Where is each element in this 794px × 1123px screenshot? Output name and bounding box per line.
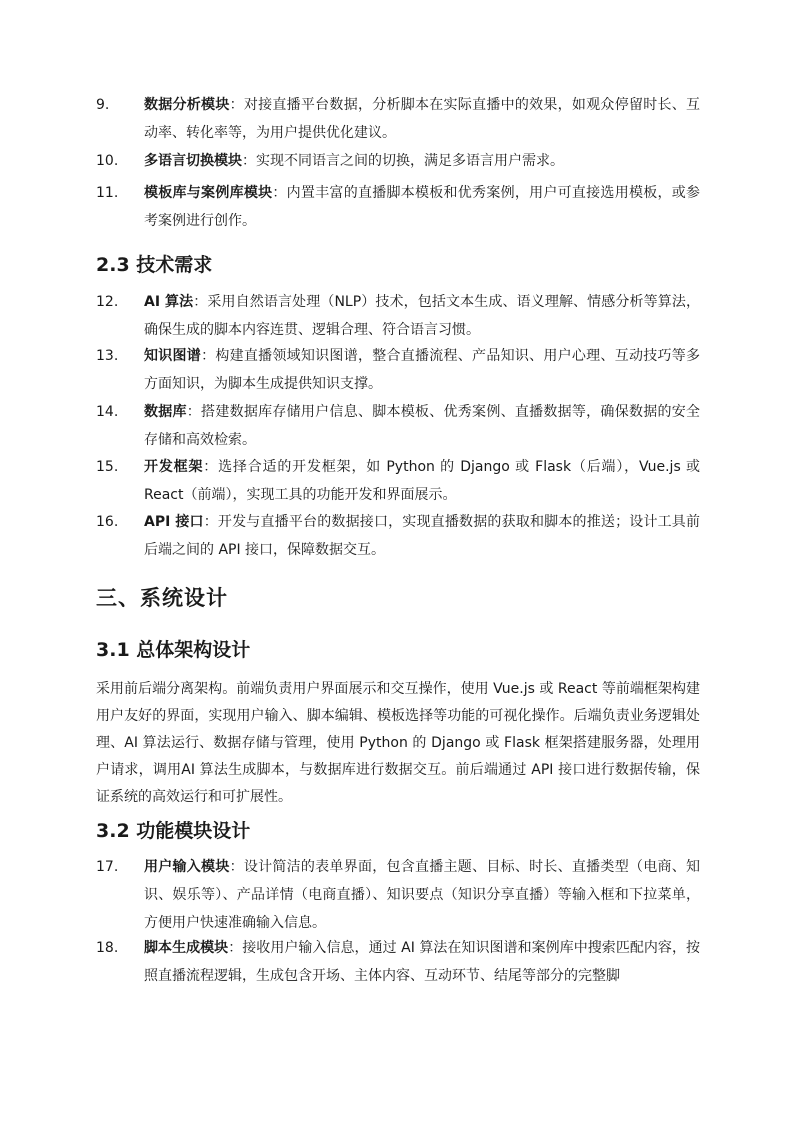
section-heading: 3.1 总体架构设计 xyxy=(96,639,251,661)
item-number: 10. xyxy=(96,153,119,169)
item-text: ：搭建数据库存储用户信息、脚本模板、优秀案例、直播数据等，确保数据的安全存储和高效检索。 xyxy=(144,404,701,448)
item-number: 17. xyxy=(96,859,119,875)
item-number: 16. xyxy=(96,514,119,530)
item-number: 9. xyxy=(96,97,110,113)
list-item xyxy=(96,853,700,937)
item-text: ：对接直播平台数据，分析脚本在实际直播中的效果，如观众停留时长、互动率、转化率等，为用户提供优化建议。 xyxy=(144,97,701,141)
item-term: 多语言切换模块 xyxy=(144,153,242,169)
item-text: ：实现不同语言之间的切换，满足多语言用户需求。 xyxy=(242,153,564,169)
list-item xyxy=(96,288,700,344)
item-term: 开发框架 xyxy=(144,459,204,475)
item-number: 18. xyxy=(96,940,119,956)
item-number: 13. xyxy=(96,348,119,364)
item-text: ：开发与直播平台的数据接口，实现直播数据的获取和脚本的推送；设计工具前后端之间的 API 接口，保障数据交互。 xyxy=(144,514,700,558)
list-item xyxy=(96,508,700,564)
item-number: 11. xyxy=(96,185,119,201)
item-term: API 接口 xyxy=(144,514,204,530)
item-number: 12. xyxy=(96,294,119,310)
item-number: 14. xyxy=(96,404,119,420)
item-text: ：选择合适的开发框架，如 Python 的 Django 或 Flask（后端），Vue.js 或 React（前端），实现工具的功能开发和界面展示。 xyxy=(144,459,701,503)
item-term: 数据库 xyxy=(144,404,187,420)
list-item xyxy=(96,453,700,509)
list-item xyxy=(96,91,700,147)
list-item xyxy=(96,179,700,235)
section-heading: 3.2 功能模块设计 xyxy=(96,820,251,842)
item-term: AI 算法 xyxy=(144,294,194,310)
item-term: 数据分析模块 xyxy=(144,97,230,113)
item-term: 脚本生成模块 xyxy=(144,940,229,956)
body-paragraph: 采用前后端分离架构。前端负责用户界面展示和交互操作，使用 Vue.js 或 React 等前端框架构建用户友好的界面，实现用户输入、脚本编辑、模板选择等功能的可视化操作。后端负责业务逻辑处理、AI 算法运行、数据存储与管理，使用 Python 的 Django 或 Flask 框架搭建服务器，处理用户请求，调用AI 算法生成脚本，与数据库进行数据交互。前后端通过 API 接口进行数据传输，保证系统的高效运行和可扩展性。 xyxy=(96,681,700,805)
item-term: 知识图谱 xyxy=(144,348,202,364)
item-text: ：采用自然语言处理（NLP）技术，包括文本生成、语义理解、情感分析等算法，确保生成的脚本内容连贯、逻辑合理、符合语言习惯。 xyxy=(144,294,700,338)
list-item xyxy=(96,398,700,454)
chapter-heading: 三、系统设计 xyxy=(96,586,228,610)
item-text: ：内置丰富的直播脚本模板和优秀案例，用户可直接选用模板，或参考案例进行创作。 xyxy=(144,185,701,229)
item-text: ：接收用户输入信息，通过 AI 算法在知识图谱和案例库中搜索匹配内容，按照直播流程逻辑，生成包含开场、主体内容、互动环节、结尾等部分的完整脚 xyxy=(144,940,700,984)
item-number: 15. xyxy=(96,459,119,475)
list-item xyxy=(96,342,700,398)
item-term: 模板库与案例库模块 xyxy=(144,185,273,201)
list-item xyxy=(96,934,700,990)
section-heading: 2.3 技术需求 xyxy=(96,254,213,276)
item-text: ：设计简洁的表单界面，包含直播主题、目标、时长、直播类型（电商、知识、娱乐等）、产品详情（电商直播）、知识要点（知识分享直播）等输入框和下拉菜单，方便用户快速准确输入信息。 xyxy=(144,859,701,931)
list-item xyxy=(96,147,700,175)
item-term: 用户输入模块 xyxy=(144,859,230,875)
item-text: ：构建直播领域知识图谱，整合直播流程、产品知识、用户心理、互动技巧等多方面知识，为脚本生成提供知识支撑。 xyxy=(144,348,701,392)
